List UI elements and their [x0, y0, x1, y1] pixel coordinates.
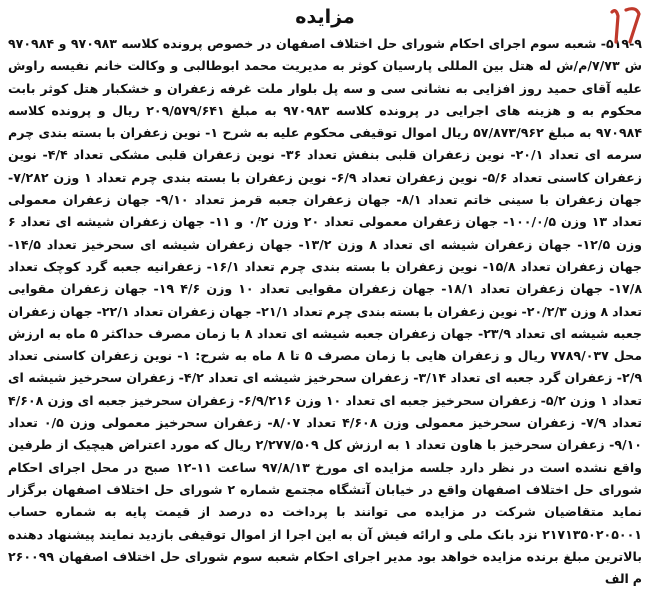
notice-body: ۵۱۹-۹- شعبه سوم اجرای احکام شورای حل اختلاف اصفهان در خصوص پرونده کلاسه ۹۷۰۹۸۳ و ۹۷۰۹۸۴ ش ۷/۷۳/م/ش له هتل بین المللی پارسیان کوثر به مدیریت محمد ابوطالبی و وکالت خانم نفیسه راوش علیه آقای حمید روز افزایی به نشانی سی و سه پل بلوار ملت غرفه زعفران و خشکبار هتل کوثر بابت محکوم به و هزینه های اجرایی در پرونده کلاسه ۹۷۰۹۸۳ به مبلغ ۲۰۹/۵۷۹/۶۴۱ ریال و پرونده کلاسه ۹۷۰۹۸۴ به مبلغ ۵۷/۸۷۳/۹۶۲ ریال اموال توقیفی محکوم علیه به شرح ۱- نوین زعفران با بسته بندی چرم سرمه ای تعداد ۲۰/۱- نوین زعفران قلبی بنفش تعداد ۳۶- نوین زعفران قلبی مشکی تعداد ۴/۴- نوین زعفران کاسنی تعداد ۵/۶- نوین زعفران تعداد ۶/۹- نوین زعفران با بسته بندی چرم تعداد ۱ وزن ۷/۲۸۲- جهان زعفران با سینی خاتم تعداد ۸/۱- جهان زعفران جعبه قرمز تعداد ۹/۱۰- جهان زعفران معمولی تعداد ۱۳ وزن ۱۰۰/۰/۵- جهان زعفران معمولی تعداد ۲۰ وزن ۰/۲ و ۱۱- جهان زعفران شیشه ای تعداد ۶ وزن ۱۲/۵- جهان زعفران شیشه ای تعداد ۸ وزن ۱۳/۲- جهان زعفران شیشه ای سحرخیز تعداد ۱۴/۵- جهان زعفران تعداد ۱۵/۸- نوین زعفران با بسته بندی چرم تعداد ۱۶/۱- زعفرانیه جعبه گرد کوچک تعداد ۱۷/۸- جهان زعفران تعداد ۱۸/۱- جهان زعفران مقوایی تعداد ۱۰ وزن ۴/۶ ۱۹- جهان زعفران مقوایی تعداد ۸ وزن ۲۰/۲/۳- نوین زعفران با بسته بندی چرم تعداد ۲۱/۱- جهان زعفران تعداد ۲۲/۱- جهان زعفران جعبه شیشه ای تعداد ۲۳/۹- جهان زعفران جعبه شیشه ای تعداد ۸ با زمان مصرف حداکثر ۵ ماه به ارزش محل ۷۷۸۹/۰۳۷ ریال و زعفران هایی با زمان مصرف ۵ تا ۸ ماه به شرح: ۱- نوین زعفران کاسنی تعداد ۲/۹- زعفران گرد جعبه ای تعداد ۳/۱۴- زعفران سحرخیز شیشه ای تعداد ۴/۲- زعفران سحرخیز شیشه ای تعداد ۱ وزن ۵/۲- زعفران سحرخیز جعبه ای تعداد ۱۰ وزن ۶/۹/۲۱۶- زعفران سحرخیز جعبه ای وزن ۴/۶۰۸ تعداد ۷/۹- زعفران سحرخیز معمولی وزن ۴/۶۰۸ تعداد ۸/۰۷- زعفران سحرخیز معمولی وزن ۰/۵ تعداد ۹/۱۰- زعفران سحرخیز با هاون تعداد ۱ به ارزش کل ۲/۲۷۷/۵۰۹ ریال که مورد اعتراض هیچیک از طرفین واقع نشده است در نظر دارد جلسه مزایده ای مورخ ۹۷/۸/۱۳ ساعت ۱۱-۱۲ صبح در محل اجرای احکام شورای حل اختلاف اصفهان واقع در خیابان آتشگاه مجتمع شماره ۲ شورای حل اختلاف اصفهان برگزار نماید متقاضیان شرکت در مزایده می توانند با پرداخت ده درصد از قیمت پایه به شماره حساب ۲۱۷۱۳۵۰۲۰۵۰۰۱ نزد بانک ملی و ارائه فیش آن به این اجرا از اموال توقیفی بازدید نمایند پیشنهاد دهنده بالاترین مبلغ برنده مزایده خواهد بود مدیر اجرای احکام شعبه سوم شورای حل اختلاف اصفهان ۲۶۰۰۹۹ م الف — [8, 36, 643, 587]
handwritten-mark-icon — [606, 2, 644, 46]
notice-title: مزایده — [295, 6, 355, 28]
auction-notice — [8, 4, 642, 586]
